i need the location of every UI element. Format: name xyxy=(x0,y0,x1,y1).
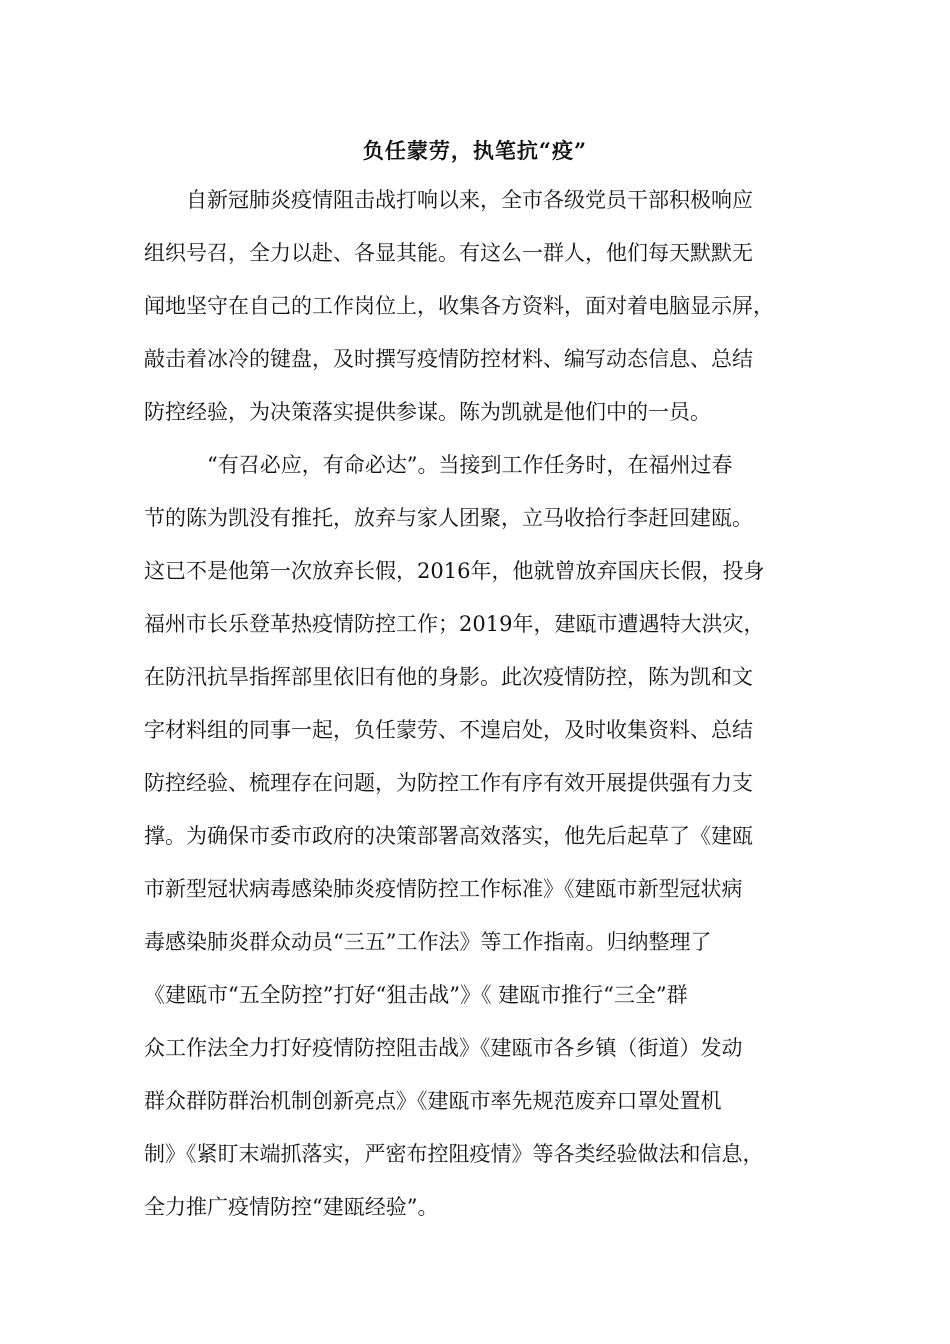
paragraph-1-line-3: 闻地坚守在自己的工作岗位上，收集各方资料，面对着电脑显示屏， xyxy=(144,294,774,318)
paragraph-2-line-1: “有召必应，有命必达”。当接到工作任务时，在福州过春 xyxy=(144,453,733,477)
paragraph-2-line-14: 制》《紧盯末端抓落实，严密布控阻疫情》等各类经验做法和信息， xyxy=(144,1142,764,1166)
paragraph-1-line-1: 自新冠肺炎疫情阻击战打响以来，全市各级党员干部积极响应 xyxy=(144,188,753,212)
paragraph-2-line-5: 在防汛抗旱指挥部里依旧有他的身影。此次疫情防控，陈为凯和文 xyxy=(144,665,753,689)
paragraph-1-line-2: 组织号召，全力以赴、各显其能。有这么一群人，他们每天默默无 xyxy=(144,241,753,265)
document-title: 负任蒙劳，执笔抗“疫” xyxy=(362,138,588,163)
paragraph-2-line-13: 群众群防群治机制创新亮点》《建瓯市率先规范废弃口罩处置机 xyxy=(144,1089,722,1113)
paragraph-2-line-15: 全力推广疫情防控“建瓯经验”。 xyxy=(144,1195,439,1219)
paragraph-2-line-11: 《建瓯市“五全防控”打好“狙击战”》《 建瓯市推行“三全”群 xyxy=(144,983,688,1007)
paragraph-2-line-8: 撑。为确保市委市政府的决策部署高效落实，他先后起草了《建瓯 xyxy=(144,824,753,848)
paragraph-2-line-9: 市新型冠状病毒感染肺炎疫情防控工作标准》《建瓯市新型冠状病 xyxy=(144,877,743,901)
paragraph-2-line-12: 众工作法全力打好疫情防控阻击战》《建瓯市各乡镇（街道）发动 xyxy=(144,1036,743,1060)
paragraph-2-line-6: 字材料组的同事一起，负任蒙劳、不遑启处，及时收集资料、总结 xyxy=(144,718,753,742)
paragraph-1-line-4: 敲击着冰冷的键盘，及时撰写疫情防控材料、编写动态信息、总结 xyxy=(144,347,753,371)
paragraph-2-line-2: 节的陈为凯没有推托，放弃与家人团聚，立马收拾行李赶回建瓯。 xyxy=(144,506,753,530)
paragraph-2-line-3: 这已不是他第一次放弃长假，2016年，他就曾放弃国庆长假，投身 xyxy=(144,559,765,583)
paragraph-2-line-10: 毒感染肺炎群众动员“三五”工作法》等工作指南。归纳整理了 xyxy=(144,930,712,954)
paragraph-1-line-5: 防控经验，为决策落实提供参谋。陈为凯就是他们中的一员。 xyxy=(144,400,711,424)
paragraph-2-line-7: 防控经验、梳理存在问题，为防控工作有序有效开展提供强有力支 xyxy=(144,771,753,795)
paragraph-2-line-4: 福州市长乐登革热疫情防控工作；2019年，建瓯市遭遇特大洪灾， xyxy=(144,612,765,636)
